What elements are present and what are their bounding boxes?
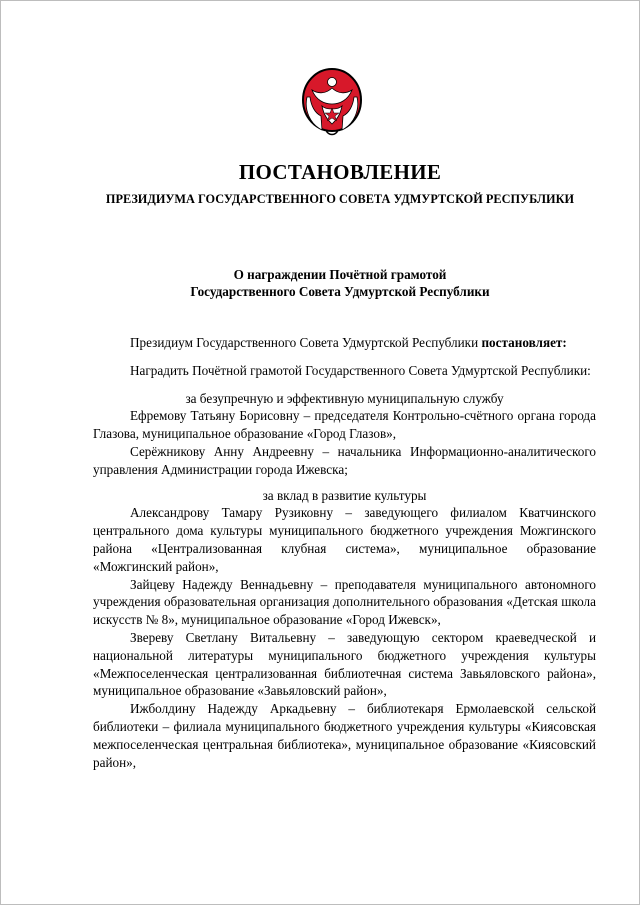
document-subtitle: ПРЕЗИДИУМА ГОСУДАРСТВЕННОГО СОВЕТА УДМУРТСКОЙ РЕСПУБЛИКИ xyxy=(105,192,575,206)
subject-line: О награждении Почётной грамотой xyxy=(233,267,447,282)
section-heading: за вклад в развитие культуры xyxy=(262,487,427,503)
subject-line: Государственного Совета Удмуртской Республики xyxy=(190,284,490,299)
intro-bold-text: постановляет: xyxy=(481,335,567,350)
award-item: Ижболдину Надежду Аркадьевну – библиотекаря Ермолаевской сельской библиотеки – филиала муниципального бюджетного учреждения культуры «Киясовская межпоселенческая центральная библиотека», муниципальное образование «Киясовский район», xyxy=(93,701,596,770)
document-subject xyxy=(0,266,640,300)
document-body xyxy=(93,334,596,771)
intro-paragraph xyxy=(93,334,596,352)
award-item: Александрову Тамару Рузиковну – заведующего филиалом Кватчинского центрального дома культуры муниципального бюджетного учреждения Можгинского района «Централизованная клубная система», муниципальное образование «Можгинский район», xyxy=(93,505,596,574)
award-paragraph: Наградить Почётной грамотой Государственного Совета Удмуртской Республики: xyxy=(130,362,591,378)
award-item: Зайцеву Надежду Веннадьевну – преподавателя муниципального автономного учреждения образовательная организация дополнительного образования «Детская школа искусств № 8», муниципальное образование «Город Ижевск», xyxy=(93,576,596,628)
award-item: Звереву Светлану Витальевну – заведующую сектором краеведческой и национальной литературы муниципального бюджетного учреждения культуры «Межпоселенческая централизованная библиотечная система Завьяловского района», муниципальное образование «Завьяловский район», xyxy=(93,629,596,699)
udmurtia-coat-of-arms-icon xyxy=(300,66,364,140)
section-heading: за безупречную и эффективную муниципальную службу xyxy=(185,390,504,406)
award-item: Ефремову Татьяну Борисовну – председателя Контрольно-счётного органа города Глазова, муниципальное образование «Город Глазов», xyxy=(93,408,596,442)
document-title: ПОСТАНОВЛЕНИЕ xyxy=(238,160,442,184)
award-item: Серёжникову Анну Андреевну – начальника Информационно-аналитического управления Администрации города Ижевска; xyxy=(93,443,596,477)
intro-text: Президиум Государственного Совета Удмуртской Республики xyxy=(130,335,479,350)
